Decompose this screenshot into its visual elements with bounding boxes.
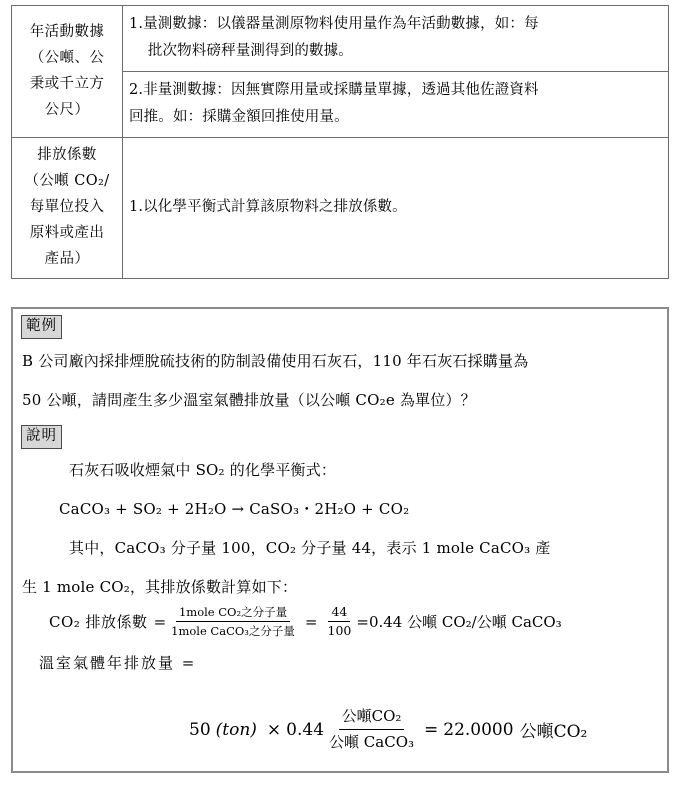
final-unit: (ton)	[215, 719, 257, 740]
ef-fraction	[168, 605, 298, 638]
final-frac-numerator: 公噸CO₂	[339, 707, 405, 730]
label-line: 公尺）	[44, 101, 90, 118]
final-factor: 0.44	[286, 719, 325, 740]
parameter-table	[11, 5, 669, 279]
ghg-annual-emission-label: 溫室氣體年排放量 =	[39, 654, 197, 672]
explain-tag: 說明	[21, 425, 62, 449]
example-tag-wrap	[21, 315, 62, 339]
ef-value-denominator: 100	[327, 623, 352, 638]
label-line: 年活動數據	[29, 23, 105, 40]
ef-value-fraction	[325, 605, 355, 638]
final-result: 22.0000	[443, 719, 514, 740]
ef-numerator: 1mole CO₂之分子量	[176, 605, 290, 622]
example-box	[11, 307, 669, 773]
row-label-emission-factor	[12, 138, 123, 279]
ef-equals-1: =	[153, 612, 167, 631]
body-line: 2.非量測數據：因無實際用量或採購量單據，透過其他佐證資料	[129, 82, 539, 98]
cell-measured-data	[123, 6, 669, 72]
final-equals: =	[424, 719, 439, 740]
label-line: 原料或產出	[29, 225, 105, 241]
body-line: 回推。如：採購金額回推使用量。	[129, 109, 349, 125]
chemical-equation: CaCO₃ + SO₂ + 2H₂O → CaSO₃・2H₂O + CO₂	[59, 500, 410, 518]
explain-line: 生 1 mole CO₂，其排放係數計算如下：	[22, 578, 298, 596]
ef-equals-2: =	[304, 612, 318, 631]
final-unit-fraction	[326, 707, 417, 752]
body-line: 批次物料磅秤量測得到的數據。	[147, 43, 353, 59]
ef-equals-3: =	[356, 612, 369, 631]
ef-formula-lead: CO₂ 排放係數	[49, 613, 148, 631]
row-label-activity-data	[12, 6, 123, 138]
cell-non-measured-data	[123, 72, 669, 138]
label-line: （公噸、公	[29, 49, 105, 66]
label-line: 秉或千立方	[29, 75, 105, 92]
ef-result: 0.44 公噸 CO₂/公噸 CaCO₃	[368, 613, 562, 631]
question-line: B 公司廠內採排煙脫硫技術的防制設備使用石灰石，110 年石灰石採購量為	[22, 352, 529, 370]
final-calculation-formula	[189, 707, 587, 752]
example-tag: 範例	[21, 315, 62, 339]
table-row	[12, 6, 669, 72]
label-line: （公噸 CO₂/	[24, 173, 110, 189]
final-result-unit: 公噸CO₂	[519, 722, 588, 742]
ef-denominator: 1mole CaCO₃之分子量	[171, 624, 295, 638]
final-quantity: 50	[189, 719, 211, 740]
explain-line: 石灰石吸收煙氣中 SO₂ 的化學平衡式：	[69, 461, 337, 479]
label-line: 排放係數	[37, 147, 97, 163]
final-times: ×	[266, 719, 282, 740]
ef-value-numerator: 44	[328, 605, 350, 622]
explain-tag-wrap	[21, 425, 62, 449]
body-line: 1.以化學平衡式計算該原物料之排放係數。	[129, 199, 407, 215]
question-line: 50 公噸，請問產生多少溫室氣體排放量（以公噸 CO₂e 為單位）？	[22, 391, 476, 409]
cell-emission-factor-method	[123, 138, 669, 279]
emission-factor-formula	[49, 605, 562, 638]
label-line: 產品）	[44, 251, 90, 267]
body-line: 1.量測數據：以儀器量測原物料使用量作為年活動數據，如：每	[129, 16, 539, 32]
explain-line: 其中，CaCO₃ 分子量 100，CO₂ 分子量 44，表示 1 mole CaCO₃ 產	[69, 539, 551, 557]
table-row	[12, 138, 669, 279]
label-line: 每單位投入	[29, 199, 105, 215]
final-frac-denominator: 公噸 CaCO₃	[329, 733, 415, 751]
